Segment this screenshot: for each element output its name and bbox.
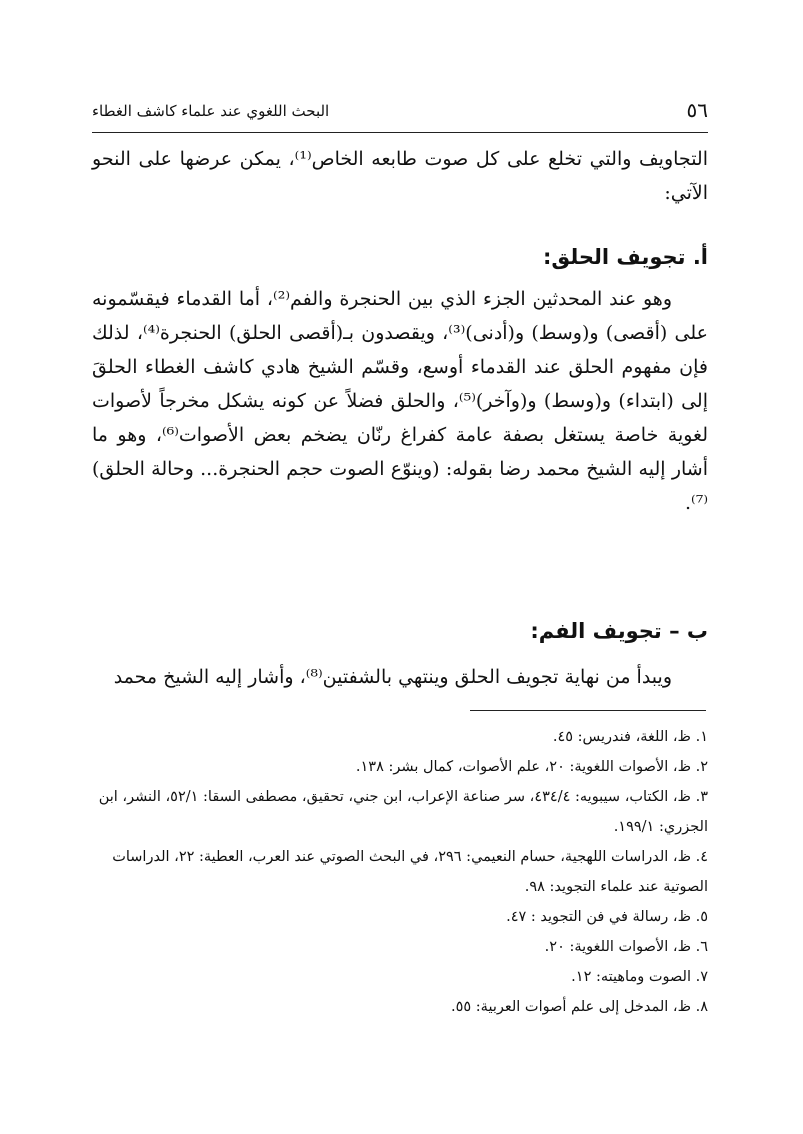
footnote: ٣. ظ، الكتاب، سيبويه: ٤٣٤/٤، سر صناعة الإعراب، ابن جني، تحقيق، مصطفى السقا: ٥٢/١، النشر، ابن الجزري: ١٩٩/١. <box>98 789 708 835</box>
page-number: ٥٦ <box>686 98 708 122</box>
main-text <box>92 142 708 694</box>
footnote-separator <box>470 710 706 711</box>
throat-paragraph: وهو عند المحدثين الجزء الذي بين الحنجرة والفم⁽²⁾، أما القدماء فيقسّمونه على (أقصى) و(وسط) و(أدنى)⁽³⁾، ويقصدون بـ(أقصى الحلق) الحنجرة⁽⁴⁾، لذلك فإن مفهوم الحلق عند القدماء أوسع، وقسّم الشيخ هادي كاشف الغطاء الحلقَ إلى (ابتداء) و(وسط) و(وآخر)⁽⁵⁾، والحلق فضلاً عن كونه يشكل مخرجاً لأصوات لغوية خاصة يستغل بصفة عامة كفراغ رنّان يضخم بعض الأصوات⁽⁶⁾، وهو ما أشار إليه الشيخ محمد رضا بقوله: (وينوّع الصوت حجم الحنجرة... وحالة الحلق)⁽⁷⁾. <box>92 288 708 514</box>
footnote: ٤. ظ، الدراسات اللهجية، حسام النعيمي: ٢٩٦، في البحث الصوتي عند العرب، العطية: ٢٢، الدراسات الصوتية عند علماء التجويد: ٩٨. <box>112 849 708 895</box>
page-header <box>92 92 708 133</box>
footnote: ٦. ظ، الأصوات اللغوية: ٢٠. <box>544 939 708 955</box>
section-heading-throat: أ. تجويف الحلق: <box>543 245 708 269</box>
footnote: ٥. ظ، رسالة في فن التجويد : ٤٧. <box>506 909 708 925</box>
footnote: ١. ظ، اللغة، فندريس: ٤٥. <box>552 729 708 745</box>
section-heading-mouth: ب – تجويف الفم: <box>530 619 708 643</box>
intro-paragraph: التجاويف والتي تخلع على كل صوت طابعه الخاص⁽¹⁾، يمكن عرضها على النحو الآتي: <box>92 148 708 204</box>
footnote: ٢. ظ، الأصوات اللغوية: ٢٠، علم الأصوات، كمال بشر: ١٣٨. <box>355 759 708 775</box>
mouth-paragraph: ويبدأ من نهاية تجويف الحلق وينتهي بالشفتين⁽⁸⁾، وأشار إليه الشيخ محمد <box>113 666 672 688</box>
footnote: ٨. ظ، المدخل إلى علم أصوات العربية: ٥٥. <box>451 999 708 1015</box>
footnotes-list <box>92 722 708 1022</box>
running-title: البحث اللغوي عند علماء كاشف الغطاء <box>92 102 330 120</box>
footnote: ٧. الصوت وماهيته: ١٢. <box>571 969 708 985</box>
